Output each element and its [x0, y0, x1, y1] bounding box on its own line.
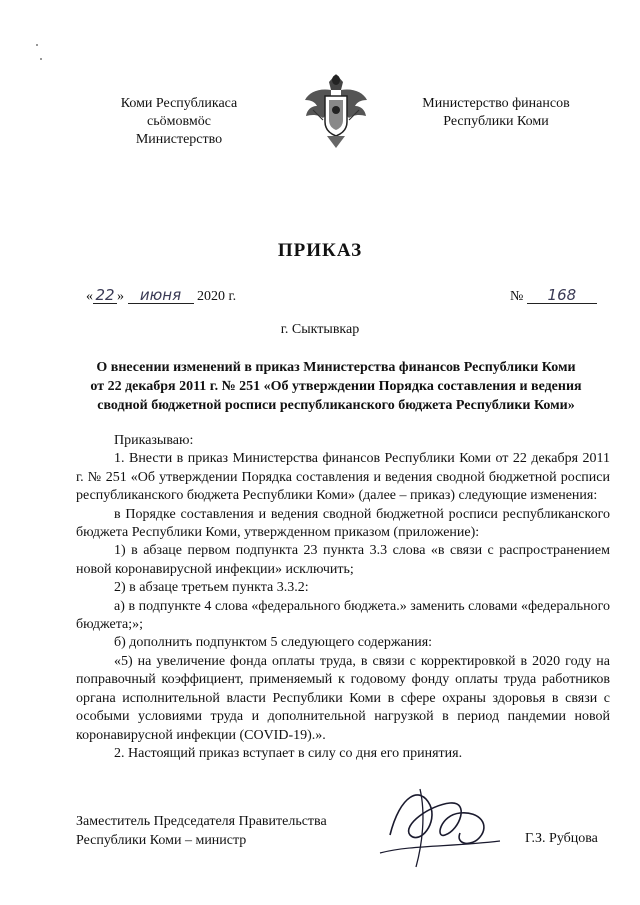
signatory-name: Г.З. Рубцова [525, 831, 598, 846]
body-paragraph: а) в подпункте 4 слова «федерального бюджета.» заменить словами «федерального бюджета;»; [76, 598, 610, 633]
body-paragraph: Приказываю: [114, 433, 194, 448]
document-number [510, 287, 597, 305]
coat-of-arms-icon [301, 70, 371, 152]
header-left-line: Министерство [135, 132, 223, 147]
header-left-line: Коми Республикаса [120, 96, 238, 111]
header-left [104, 95, 254, 149]
scan-speck [40, 58, 42, 60]
document-date [86, 287, 236, 305]
signatory-position [76, 812, 327, 850]
body-paragraph: в Порядке составления и ведения сводной бюджетной росписи республиканского бюджета Республики Коми, утвержденном приказом (приложение): [76, 506, 610, 541]
header-right [408, 95, 584, 131]
date-month: июня [128, 287, 194, 304]
number-label: № [510, 289, 524, 304]
city: г. Сыктывкар [280, 322, 360, 337]
date-quote-close: » [117, 289, 124, 304]
signatory-position-line: Заместитель Председателя Правительства [76, 814, 327, 829]
number-value: 168 [527, 287, 597, 304]
scan-speck [36, 44, 38, 46]
signatory-position-line: Республики Коми – министр [76, 833, 247, 848]
body-paragraph: б) дополнить подпунктом 5 следующего содержания: [114, 635, 433, 651]
document-body [76, 432, 610, 763]
subject-line: от 22 декабря 2011 г. № 251 «Об утверждении Порядка составления и ведения [90, 379, 582, 394]
subject-line: сводной бюджетной росписи республиканского бюджета Республики Коми» [97, 398, 575, 413]
body-paragraph: 1) в абзаце первом подпункта 23 пункта 3.3 слова «в связи с распространением новой коронавирусной инфекции» исключить; [76, 543, 610, 577]
handwritten-signature [360, 775, 510, 875]
body-paragraph: «5) на увеличение фонда оплаты труда, в связи с корректировкой в 2020 году на поправочный коэффициент, применяемый к годовому фонду оплаты труда работников органа исполнительной власти Республики Коми в сфере охраны здоровья в связи с особыми условиями труда и дополнительной нагрузкой в период пандемии новой коронавирусной инфекции (COVID-19).». [76, 653, 610, 743]
document-title: ПРИКАЗ [277, 240, 363, 261]
date-day: 22 [93, 287, 117, 304]
body-paragraph: 2. Настоящий приказ вступает в силу со дня его принятия. [114, 745, 463, 761]
header-right-line: Республики Коми [443, 114, 549, 129]
body-paragraph: 1. Внести в приказ Министерства финансов Республики Коми от 22 декабря 2011 г. № 251 «Об утверждении Порядка составления и ведения сводной бюджетной росписи республиканского бюджета Республики Коми» (далее – приказ) следующие изменения: [76, 451, 610, 504]
subject-line: О внесении изменений в приказ Министерства финансов Республики Коми [96, 360, 576, 375]
body-paragraph: 2) в абзаце третьем пункта 3.3.2: [114, 580, 309, 596]
document-subject [66, 358, 606, 415]
header-left-line: сьӧмовмӧс [147, 114, 211, 129]
header-right-line: Министерство финансов [422, 96, 570, 111]
date-quote-open: « [86, 289, 93, 304]
date-year: 2020 г. [197, 289, 237, 304]
